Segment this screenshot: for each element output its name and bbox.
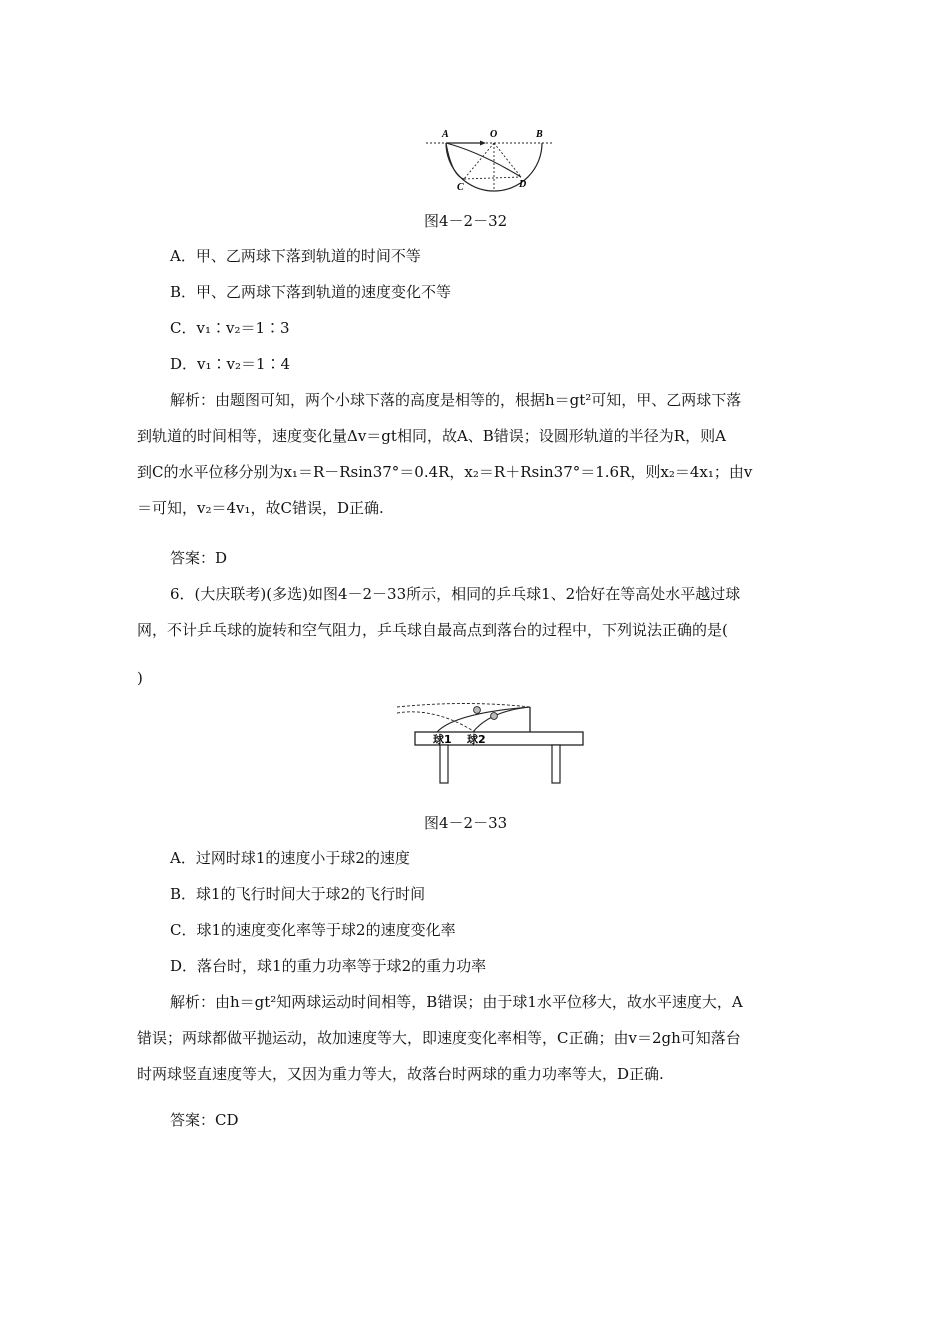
ball-2-label: 球2 <box>467 733 486 746</box>
q6-stem-line-2: 网，不计乒乓球的旋转和空气阻力，乒乓球自最高点到落台的过程中，下列说法正确的是( <box>137 621 728 639</box>
label-A: A <box>442 129 449 140</box>
q6-option-c: C．球1的速度变化率等于球2的速度变化率 <box>170 921 456 939</box>
label-B: B <box>536 129 543 140</box>
q6-analysis-line-3: 时两球竖直速度等大，又因为重力等大，故落台时两球的重力功率等大，D正确. <box>137 1065 664 1083</box>
q6-option-d: D．落台时，球1的重力功率等于球2的重力功率 <box>170 957 487 975</box>
label-O: O <box>490 129 498 140</box>
label-D: D <box>519 179 527 190</box>
q6-option-b: B．球1的飞行时间大于球2的飞行时间 <box>170 885 426 903</box>
q6-option-a: A．过网时球1的速度小于球2的速度 <box>170 849 410 867</box>
q5-option-b: B．甲、乙两球下落到轨道的速度变化不等 <box>170 283 452 301</box>
q5-option-c: C．v₁∶v₂＝1∶3 <box>170 319 290 337</box>
q5-analysis-line-1: 解析：由题图可知，两个小球下落的高度是相等的，根据h＝gt²可知，甲、乙两球下落 <box>170 391 742 409</box>
q5-answer: 答案：D <box>170 549 228 567</box>
q6-analysis-line-1: 解析：由h＝gt²知两球运动时间相等，B错误；由于球1水平位移大，故水平速度大，A <box>170 993 743 1011</box>
q5-option-d: D．v₁∶v₂＝1∶4 <box>170 355 291 373</box>
figure-4-2-32 <box>420 124 560 194</box>
q5-analysis-line-3: 到C的水平位移分别为x₁＝R－Rsin37°＝0.4R，x₂＝R＋Rsin37°＝1.6R，则x₂＝4x₁；由v <box>137 463 753 481</box>
q6-analysis-line-2: 错误；两球都做平抛运动，故加速度等大，即速度变化率相等，C正确；由v＝2gh可知落台 <box>137 1029 741 1047</box>
q6-answer: 答案：CD <box>170 1111 239 1129</box>
figure-caption-4-2-32: 图4－2－32 <box>424 212 508 230</box>
ball-1-label: 球1 <box>433 733 452 746</box>
figure-4-2-33 <box>395 695 590 787</box>
q5-analysis-line-2: 到轨道的时间相等，速度变化量Δv＝gt相同，故A、B错误；设圆形轨道的半径为R，则A <box>137 427 726 445</box>
figure-caption-4-2-33: 图4－2－33 <box>424 814 508 832</box>
q5-option-a: A．甲、乙两球下落到轨道的时间不等 <box>170 247 421 265</box>
q5-analysis-line-4: ＝可知，v₂＝4v₁，故C错误，D正确. <box>137 499 384 517</box>
q6-stem-line-1: 6．(大庆联考)(多选)如图4－2－33所示，相同的乒乓球1、2恰好在等高处水平越过球 <box>170 585 741 603</box>
q6-stem-line-3: ) <box>137 669 143 687</box>
label-C: C <box>457 182 464 193</box>
